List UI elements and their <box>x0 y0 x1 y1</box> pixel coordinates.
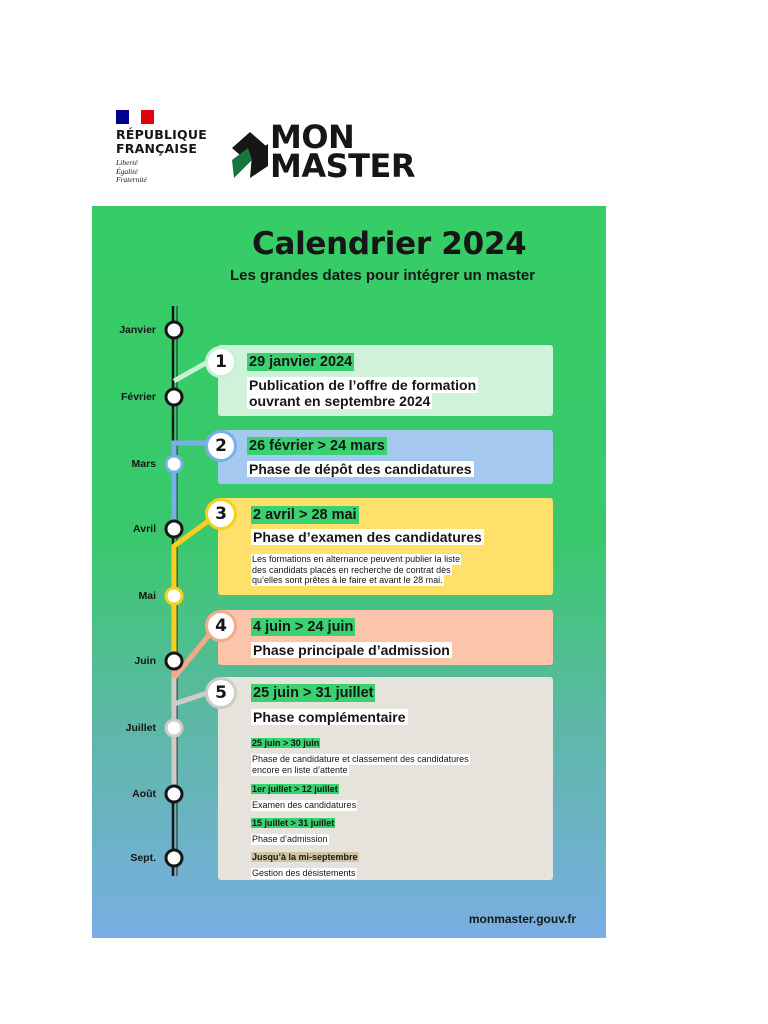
step-badge-3: 3 <box>205 498 237 530</box>
step-title: Phase complémentaire <box>253 709 406 725</box>
republic-motto: Liberté Égalité Fraternité <box>116 158 147 184</box>
republic-line-2: FRANÇAISE <box>116 141 198 156</box>
month-label: Janvier <box>119 324 156 336</box>
month-label: Février <box>120 391 156 403</box>
step-title: Phase d’examen des candidatures <box>253 529 482 545</box>
step-card-3 <box>218 498 553 595</box>
month-label: Août <box>132 788 156 800</box>
step-badge-2: 2 <box>205 430 237 462</box>
step-date: 26 février > 24 mars <box>249 438 385 454</box>
sub-item: Jusqu’à la mi-septembre Gestion des désistements <box>252 852 358 878</box>
step-card-1 <box>218 345 553 416</box>
step-title: Phase de dépôt des candidatures <box>249 461 472 477</box>
republic-line-1: RÉPUBLIQUE <box>116 127 207 142</box>
step-date: 25 juin > 31 juillet <box>253 685 374 701</box>
mon-master-logo-icon <box>232 128 272 180</box>
poster-title: Calendrier 2024 <box>252 226 527 262</box>
month-label: Mai <box>138 590 156 602</box>
month-label: Sept. <box>130 852 156 864</box>
step-badge-1: 1 <box>205 346 237 378</box>
step-card-5 <box>218 677 553 880</box>
month-label: Avril <box>133 523 156 535</box>
website-link[interactable]: monmaster.gouv.fr <box>468 912 576 926</box>
step-date: 2 avril > 28 mai <box>253 507 357 523</box>
sub-item: 25 juin > 30 juin Phase de candidature et classement des candidatures encore en liste d’attente <box>252 738 469 775</box>
poster-subtitle: Les grandes dates pour intégrer un master <box>230 267 536 284</box>
step-card-4 <box>218 610 553 665</box>
sub-item: 1er juillet > 12 juillet Examen des candidatures <box>252 784 357 810</box>
calendar-poster <box>92 206 606 938</box>
mon-master-wordmark: MON MASTER <box>270 118 415 185</box>
step-note: Les formations en alternance peuvent publier la liste des candidats placés en recherche de contrat dès qu’elles sont prêtes à le faire et avant le 28 mai. <box>252 554 461 585</box>
republique-francaise-logo <box>116 110 207 185</box>
step-date: 29 janvier 2024 <box>249 354 353 370</box>
sub-item: 15 juillet > 31 juillet Phase d’admission <box>252 818 335 844</box>
step-badge-4: 4 <box>205 610 237 642</box>
step-title: Publication de l’offre de formation ouvrant en septembre 2024 <box>249 377 477 409</box>
step-date: 4 juin > 24 juin <box>253 619 354 635</box>
month-label: Juin <box>134 655 156 667</box>
month-label: Juillet <box>125 722 156 734</box>
month-label: Mars <box>131 458 156 470</box>
step-badge-5: 5 <box>205 677 237 709</box>
step-card-2 <box>218 430 553 484</box>
step-title: Phase principale d’admission <box>253 642 450 658</box>
french-flag-icon <box>116 110 154 124</box>
